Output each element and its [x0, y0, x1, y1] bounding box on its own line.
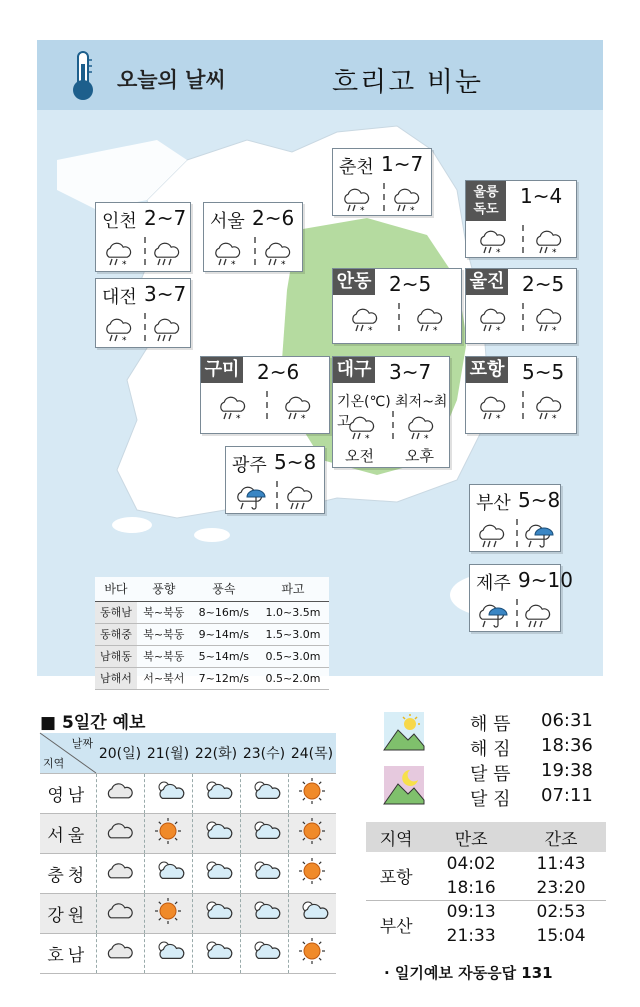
- sea-row: [95, 667, 329, 689]
- card-divider: [383, 183, 385, 211]
- temp-legend-label: 기온(℃) 최저~최고: [337, 394, 448, 430]
- rain-cloud-icon: [521, 599, 557, 635]
- sea-cell: 서~북서: [137, 667, 191, 689]
- page-title: 오늘의 날씨: [117, 68, 226, 92]
- partly-cloudy-icon: [240, 813, 288, 853]
- forecast-row: [40, 853, 336, 893]
- city-temp: 1~7: [381, 152, 424, 176]
- forecast-day-header: 20(일): [96, 733, 144, 773]
- city-card: [225, 446, 325, 514]
- forecast-day-header: 21(월): [144, 733, 192, 773]
- rain-cloud-icon: [475, 519, 511, 555]
- rain-snow-icon: [532, 303, 568, 339]
- sea-cell: 0.5~2.0m: [257, 667, 329, 689]
- city-name: 광주: [232, 455, 267, 476]
- city-temp: 5~5: [522, 360, 565, 384]
- moon-mountain-icon: [384, 766, 424, 804]
- moonset-label: 달 짐: [470, 789, 511, 810]
- high-tide-time: 18:16: [446, 877, 496, 898]
- sunset-label: 해 짐: [470, 739, 511, 760]
- card-divider: [144, 237, 146, 265]
- forecast-region: 호남: [40, 933, 96, 973]
- high-tide-time: 04:02: [446, 854, 496, 874]
- city-card: [95, 278, 191, 348]
- svg-text:*: *: [231, 260, 236, 270]
- svg-text:*: *: [432, 326, 437, 336]
- sea-condition-table: [95, 577, 329, 700]
- umbrella-cloud-icon: [233, 481, 269, 517]
- card-divider: [516, 599, 518, 627]
- sea-row: [95, 645, 329, 667]
- sun-icon: [144, 893, 192, 933]
- rain-snow-icon: [476, 303, 512, 339]
- city-temp: 9~10: [518, 568, 573, 592]
- low-tide-time: 02:53: [516, 900, 606, 924]
- rain-snow-icon: [476, 391, 512, 427]
- rain-snow-icon: [476, 225, 512, 261]
- city-name-tag: 안동: [333, 269, 375, 295]
- city-temp: 1~4: [520, 184, 563, 208]
- partly-cloudy-icon: [192, 933, 240, 973]
- forecast-table: [40, 733, 336, 974]
- tide-location: 부산: [366, 900, 426, 948]
- rain-snow-icon: [340, 183, 376, 219]
- umbrella-cloud-icon: [521, 519, 557, 555]
- city-name: 제주: [476, 573, 511, 594]
- rain-cloud-icon: [150, 313, 186, 349]
- forecast-region: 강원: [40, 893, 96, 933]
- sea-header-cell: 파고: [257, 577, 329, 601]
- card-divider: [266, 391, 268, 419]
- sea-cell: 북~북동: [137, 645, 191, 667]
- svg-text:*: *: [552, 414, 557, 424]
- card-divider: [516, 519, 518, 547]
- city-card: [332, 268, 462, 344]
- tide-row: [366, 852, 606, 876]
- tide-location: 포항: [379, 868, 413, 889]
- city-temp: 3~7: [144, 282, 187, 306]
- partly-cloudy-icon: [240, 773, 288, 813]
- high-tide-time: 21:33: [446, 926, 496, 946]
- sea-cell: 9~14m/s: [191, 623, 257, 645]
- forecast-day-header: 22(화): [192, 733, 240, 773]
- forecast-row: [40, 933, 336, 973]
- svg-text:*: *: [496, 326, 501, 336]
- weather-condition: 흐리고 비눈: [332, 67, 483, 98]
- city-name: 대전: [102, 287, 137, 308]
- forecast-row: [40, 773, 336, 813]
- rain-snow-icon: [390, 183, 426, 219]
- rain-snow-icon: [102, 237, 138, 273]
- low-tide-time: 23:20: [536, 877, 586, 898]
- city-temp: 2~5: [389, 272, 432, 296]
- sea-cell: 1.5~3.0m: [257, 623, 329, 645]
- cloud-icon: [96, 933, 144, 973]
- card-divider: [522, 225, 524, 253]
- partly-cloudy-icon: [192, 813, 240, 853]
- city-temp: 5~8: [274, 450, 317, 474]
- card-divider: [276, 481, 278, 509]
- card-divider: [522, 391, 524, 419]
- city-temp: 3~7: [389, 360, 432, 384]
- city-name-tag: 울릉 독도: [466, 181, 506, 221]
- rain-cloud-icon: [150, 237, 186, 273]
- moonset-time: 07:11: [541, 785, 593, 806]
- city-name-tag: 울진: [466, 269, 508, 295]
- tide-header-cell: 만조: [426, 822, 516, 852]
- rain-snow-icon: [532, 225, 568, 261]
- moonrise-label: 달 뜸: [470, 764, 511, 785]
- forecast-region: 충청: [40, 853, 96, 893]
- tide-header-cell: 지역: [366, 822, 426, 852]
- forecast-region: 영남: [40, 773, 96, 813]
- rain-snow-icon: [261, 237, 297, 273]
- sea-header-cell: 풍속: [191, 577, 257, 601]
- low-tide-time: 11:43: [536, 854, 586, 874]
- svg-text:*: *: [496, 248, 501, 258]
- svg-text:*: *: [281, 260, 286, 270]
- svg-text:*: *: [410, 206, 415, 216]
- pm-label: 오후: [405, 447, 434, 465]
- am-label: 오전: [345, 447, 374, 465]
- forecast-title: ■ 5일간 예보: [40, 713, 146, 733]
- tide-header-cell: 간조: [516, 822, 606, 852]
- city-card: [332, 148, 432, 216]
- svg-text:*: *: [360, 206, 365, 216]
- corner-top-label: 날짜: [71, 737, 93, 750]
- city-card: [469, 564, 573, 632]
- city-temp: 2~5: [522, 272, 565, 296]
- sea-row: [95, 623, 329, 645]
- sea-cell: 1.0~3.5m: [257, 601, 329, 623]
- city-temp: 2~6: [252, 206, 295, 230]
- svg-text:*: *: [367, 326, 372, 336]
- corner-bottom-label: 지역: [43, 756, 65, 770]
- cloud-icon: [96, 853, 144, 893]
- city-name-tag: 구미: [201, 357, 243, 383]
- cloud-icon: [96, 813, 144, 853]
- sun-mountain-icon: [384, 712, 424, 750]
- city-temp: 5~8: [518, 488, 561, 512]
- city-card: [469, 484, 561, 552]
- partly-cloudy-icon: [144, 853, 192, 893]
- low-tide-time: 15:04: [536, 926, 586, 946]
- card-divider: [398, 303, 400, 331]
- sun-icon: [288, 773, 336, 813]
- city-name: 서울: [210, 211, 245, 232]
- card-divider: [522, 303, 524, 331]
- sea-cell: 남해동: [95, 645, 137, 667]
- forecast-row: [40, 893, 336, 933]
- rain-snow-icon: [532, 391, 568, 427]
- sea-cell: 0.5~3.0m: [257, 645, 329, 667]
- sunset-time: 18:36: [541, 735, 593, 756]
- city-name-tag: 포항: [466, 357, 508, 383]
- city-name: 춘천: [339, 157, 374, 178]
- cloud-icon: [96, 893, 144, 933]
- high-tide-time: 09:13: [426, 900, 516, 924]
- sea-cell: 7~12m/s: [191, 667, 257, 689]
- sea-cell: 북~북동: [137, 623, 191, 645]
- tide-row: [366, 900, 606, 924]
- sea-cell: 남해서: [95, 667, 137, 689]
- city-card: [465, 356, 577, 434]
- sun-icon: [288, 853, 336, 893]
- sea-cell: 동해중: [95, 623, 137, 645]
- city-temp: 2~7: [144, 206, 187, 230]
- sunrise-time: 06:31: [541, 710, 593, 731]
- svg-text:*: *: [122, 260, 127, 270]
- partly-cloudy-icon: [192, 853, 240, 893]
- sea-row: [95, 601, 329, 623]
- card-divider: [144, 313, 146, 341]
- sun-icon: [144, 813, 192, 853]
- svg-text:*: *: [122, 336, 127, 346]
- forecast-row: [40, 813, 336, 853]
- sun-icon: [288, 933, 336, 973]
- sun-icon: [288, 813, 336, 853]
- svg-text:*: *: [423, 434, 428, 444]
- city-card: [200, 356, 330, 434]
- rain-cloud-icon: [283, 481, 319, 517]
- sea-cell: 동해남: [95, 601, 137, 623]
- partly-cloudy-icon: [288, 893, 336, 933]
- tide-table: [366, 822, 606, 948]
- moonrise-time: 19:38: [541, 760, 593, 781]
- map-panel: [37, 40, 603, 685]
- partly-cloudy-icon: [144, 773, 192, 813]
- card-divider: [254, 237, 256, 265]
- partly-cloudy-icon: [240, 933, 288, 973]
- partly-cloudy-icon: [192, 893, 240, 933]
- partly-cloudy-icon: [192, 773, 240, 813]
- sea-header-cell: 바다: [95, 577, 137, 601]
- partly-cloudy-icon: [240, 893, 288, 933]
- city-card: [332, 356, 450, 468]
- rain-snow-icon: [348, 303, 384, 339]
- forecast-day-header: 24(목): [288, 733, 336, 773]
- sea-cell: 8~16m/s: [191, 601, 257, 623]
- footer-note: · 일기예보 자동응답 131: [384, 964, 553, 982]
- svg-text:*: *: [552, 326, 557, 336]
- sea-cell: 북~북동: [137, 601, 191, 623]
- city-name: 인천: [102, 211, 137, 232]
- umbrella-cloud-icon: [475, 599, 511, 635]
- rain-snow-icon: [281, 391, 317, 427]
- city-card: [465, 268, 577, 344]
- svg-text:*: *: [235, 414, 240, 424]
- city-card: [95, 202, 191, 272]
- rain-snow-icon: [211, 237, 247, 273]
- forecast-day-header: 23(수): [240, 733, 288, 773]
- corner-cell: [40, 733, 96, 773]
- city-name-tag: 대구: [333, 357, 375, 383]
- city-card: [465, 180, 577, 258]
- sea-header-cell: 풍향: [137, 577, 191, 601]
- svg-text:*: *: [300, 414, 305, 424]
- svg-text:*: *: [552, 248, 557, 258]
- partly-cloudy-icon: [240, 853, 288, 893]
- city-card: [203, 202, 303, 272]
- city-name: 부산: [476, 493, 511, 514]
- rain-snow-icon: [102, 313, 138, 349]
- cloud-icon: [96, 773, 144, 813]
- sunrise-label: 해 뜸: [470, 714, 511, 735]
- city-temp: 2~6: [257, 360, 300, 384]
- rain-snow-icon: [216, 391, 252, 427]
- forecast-region: 서울: [40, 813, 96, 853]
- svg-text:*: *: [496, 414, 501, 424]
- rain-snow-icon: [413, 303, 449, 339]
- svg-text:*: *: [364, 434, 369, 444]
- sea-cell: 5~14m/s: [191, 645, 257, 667]
- partly-cloudy-icon: [144, 933, 192, 973]
